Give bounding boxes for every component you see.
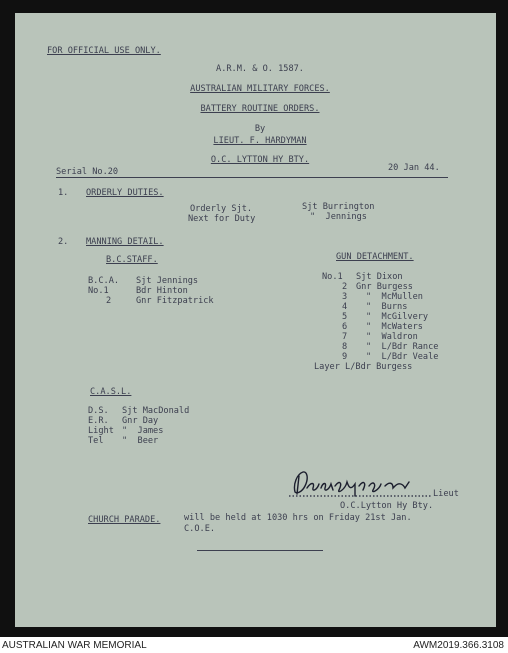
- issuing-command: O.C. LYTTON HY BTY.: [210, 155, 310, 165]
- gun-post: 9: [342, 352, 348, 362]
- section-1-number: 1.: [58, 188, 69, 198]
- section-1-heading: ORDERLY DUTIES.: [86, 188, 164, 198]
- section-2-heading: MANNING DETAIL.: [86, 237, 164, 247]
- casl-post: Tel: [88, 436, 104, 446]
- institution-label: AUSTRALIAN WAR MEMORIAL: [2, 640, 147, 651]
- force-name: AUSTRALIAN MILITARY FORCES.: [190, 84, 330, 94]
- signature-title: O.C.Lytton Hy Bty.: [340, 501, 434, 511]
- church-denomination: C.O.E.: [184, 524, 216, 534]
- casl-name: " Beer: [122, 436, 159, 446]
- bc-staff-post: 2: [106, 296, 112, 306]
- classification-label: FOR OFFICIAL USE ONLY.: [47, 46, 161, 56]
- bc-staff-name: Gnr Fitzpatrick: [136, 296, 214, 306]
- header-rule: [56, 177, 448, 178]
- gun-post: 5: [342, 312, 348, 322]
- serial-number: Serial No.20: [56, 167, 119, 177]
- gun-detachment-heading: GUN DETACHMENT.: [336, 252, 414, 262]
- casl-heading: C.A.S.L.: [90, 387, 132, 397]
- bc-staff-name: Sjt Jennings: [136, 276, 199, 286]
- church-parade-text: will be held at 1030 hrs on Friday 21st Jan.: [184, 513, 412, 523]
- accession-number: AWM2019.366.3108: [413, 640, 504, 651]
- reference-number: A.R.M. & O. 1587.: [216, 64, 304, 74]
- signature-rank: Lieut: [433, 489, 459, 499]
- gun-name: " McMullen: [366, 292, 423, 302]
- bc-staff-post: B.C.A.: [88, 276, 120, 286]
- signature-dotted-line: [289, 494, 431, 498]
- gun-name: Gnr Burgess: [356, 282, 413, 292]
- document-title: BATTERY ROUTINE ORDERS.: [200, 104, 320, 114]
- gun-name: " L/Bdr Veale: [366, 352, 439, 362]
- gun-post: 6: [342, 322, 348, 332]
- closing-rule: [197, 550, 323, 551]
- duty-name: Sjt Burrington: [302, 202, 375, 212]
- church-parade-heading: CHURCH PARADE.: [88, 515, 161, 525]
- gun-name: " McGilvery: [366, 312, 429, 322]
- layer-assignment: Layer L/Bdr Burgess: [314, 362, 413, 372]
- gun-post: 3: [342, 292, 348, 302]
- gun-post: 4: [342, 302, 348, 312]
- gun-post: 2: [342, 282, 348, 292]
- casl-post: E.R.: [88, 416, 109, 426]
- duty-name: " Jennings: [310, 212, 367, 222]
- section-2-number: 2.: [58, 237, 69, 247]
- gun-post: 7: [342, 332, 348, 342]
- gun-name: Sjt Dixon: [356, 272, 403, 282]
- gun-post: No.1: [322, 272, 343, 282]
- gun-name: " McWaters: [366, 322, 423, 332]
- gun-name: " L/Bdr Rance: [366, 342, 439, 352]
- casl-name: " James: [122, 426, 164, 436]
- casl-post: D.S.: [88, 406, 109, 416]
- bc-staff-post: No.1: [88, 286, 109, 296]
- gun-name: " Waldron: [366, 332, 418, 342]
- duty-role: Orderly Sjt.: [190, 204, 253, 214]
- casl-name: Sjt MacDonald: [122, 406, 190, 416]
- order-date: 20 Jan 44.: [388, 163, 440, 173]
- duty-role: Next for Duty: [188, 214, 256, 224]
- gun-post: 8: [342, 342, 348, 352]
- casl-name: Gnr Day: [122, 416, 159, 426]
- bc-staff-heading: B.C.STAFF.: [106, 255, 158, 265]
- gun-name: " Burns: [366, 302, 408, 312]
- issuing-officer: LIEUT. F. HARDYMAN: [213, 136, 307, 146]
- by-label: By: [254, 124, 266, 134]
- casl-post: Light: [88, 426, 114, 436]
- bc-staff-name: Bdr Hinton: [136, 286, 188, 296]
